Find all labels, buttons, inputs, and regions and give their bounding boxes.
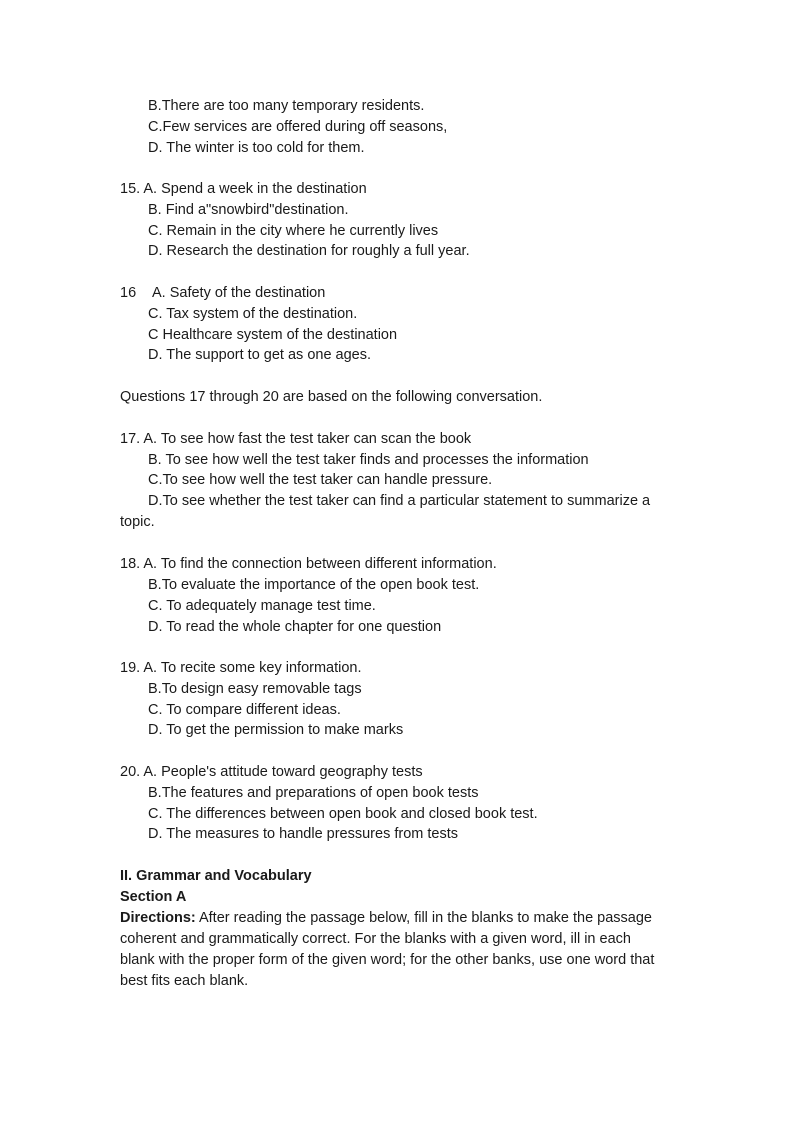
q16-number: 16: [120, 285, 137, 301]
q17-option-d-line2: topic.: [120, 514, 155, 530]
q18-option-a: 18. A. To find the connection between different information.: [120, 556, 497, 572]
section-heading: II. Grammar and Vocabulary: [120, 868, 312, 884]
q17-option-d-line1: D.To see whether the test taker can find a particular statement to summarize a: [148, 493, 651, 509]
q20-option-d: D. The measures to handle pressures from tests: [148, 826, 459, 842]
section-subheading: Section A: [120, 889, 187, 905]
q17-option-b: B. To see how well the test taker finds and processes the information: [148, 452, 589, 468]
q15-option-a: 15. A. Spend a week in the destination: [120, 181, 367, 197]
conversation-intro: Questions 17 through 20 are based on the following conversation.: [120, 389, 543, 405]
q19-option-c: C. To compare different ideas.: [148, 702, 341, 718]
q19-option-d: D. To get the permission to make marks: [148, 722, 404, 738]
q16-option-a-text: A. Safety of the destination: [152, 285, 326, 301]
q16-option-a: [120, 283, 680, 304]
q17-option-c: C.To see how well the test taker can handle pressure.: [148, 472, 493, 488]
q15-option-b: B. Find a"snowbird"destination.: [148, 202, 349, 218]
q20-option-b: B.The features and preparations of open book tests: [148, 785, 479, 801]
q16-option-d: D. The support to get as one ages.: [148, 347, 372, 363]
q15-option-d: D. Research the destination for roughly a full year.: [148, 243, 470, 259]
q15-option-c: C. Remain in the city where he currently lives: [148, 223, 439, 239]
q18-option-d: D. To read the whole chapter for one question: [148, 619, 442, 635]
q14-option-b: B.There are too many temporary residents.: [148, 98, 425, 114]
q18-option-b: B.To evaluate the importance of the open book test.: [148, 577, 480, 593]
q14-option-c: C.Few services are offered during off seasons,: [148, 119, 448, 135]
q17-option-a: 17. A. To see how fast the test taker can scan the book: [120, 431, 472, 447]
directions-text: After reading the passage below, fill in the blanks to make the passage coherent and grammatically correct. For the blanks with a given word, ill in each blank with the proper form of the given word; for the other banks, use one word that best fits each blank.: [120, 910, 655, 989]
q14-option-d: D. The winter is too cold for them.: [148, 140, 365, 156]
directions-label: Directions:: [120, 910, 196, 926]
q19-option-a: 19. A. To recite some key information.: [120, 660, 362, 676]
q19-option-b: B.To design easy removable tags: [148, 681, 362, 697]
q16-option-b: C. Tax system of the destination.: [148, 306, 358, 322]
q18-option-c: C. To adequately manage test time.: [148, 598, 376, 614]
directions-paragraph: [120, 908, 665, 992]
q16-option-c: C Healthcare system of the destination: [148, 327, 398, 343]
q20-option-a: 20. A. People's attitude toward geography tests: [120, 764, 423, 780]
q20-option-c: C. The differences between open book and closed book test.: [148, 806, 538, 822]
